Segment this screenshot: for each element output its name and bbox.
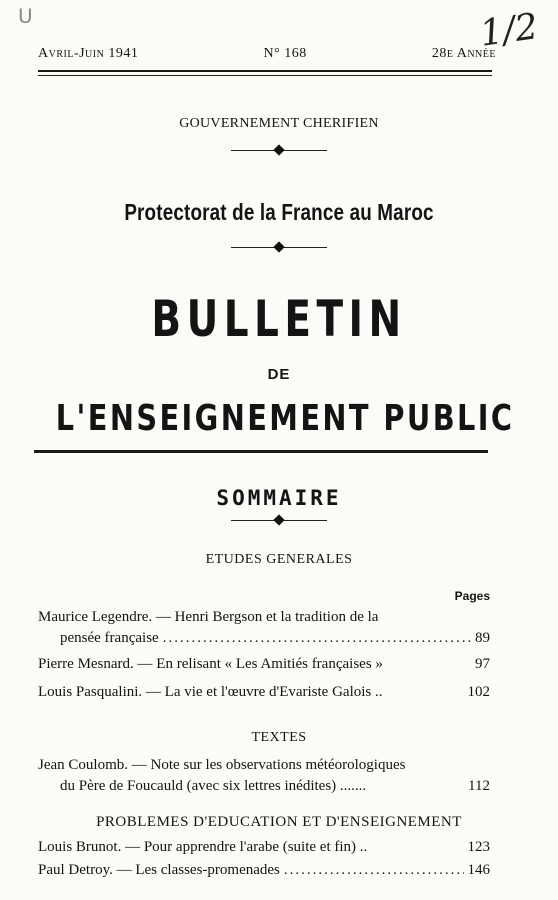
dot-leader — [159, 628, 471, 649]
pages-column-label: Pages — [454, 589, 490, 603]
toc-entry — [38, 607, 490, 649]
header-rule — [38, 70, 492, 72]
title-connector: DE — [267, 366, 291, 383]
toc-entry — [38, 755, 490, 797]
toc-entry-text: Louis Brunot. — Pour apprendre l'arabe (suite et fin) .. — [38, 839, 368, 855]
section-heading: ETUDES GENERALES — [205, 552, 353, 567]
section-heading: PROBLEMES D'EDUCATION ET D'ENSEIGNEMENT — [96, 814, 462, 830]
issue-date: Avril-Juin 1941 — [38, 46, 139, 61]
section-heading: TEXTES — [251, 730, 307, 745]
toc-page-number: 89 — [475, 630, 490, 646]
issue-year: 28e Année — [431, 46, 496, 61]
toc-entry — [38, 860, 490, 881]
toc-entry-text: Pierre Mesnard. — En relisant « Les Amitiés françaises » — [38, 656, 383, 672]
toc-entry — [38, 654, 490, 675]
handwritten-page-note: 1/2 — [477, 6, 541, 55]
toc-page-number: 146 — [467, 862, 490, 878]
toc-page-number: 123 — [467, 839, 490, 855]
government-name: GOUVERNEMENT CHERIFIEN — [179, 116, 379, 131]
title-rule — [34, 450, 488, 453]
header-rule-thin — [38, 75, 492, 76]
toc-entry — [38, 837, 490, 858]
toc-entry-text: pensée française — [60, 630, 159, 646]
toc-entry-text: Maurice Legendre. — Henri Bergson et la tradition de la — [38, 609, 379, 625]
toc-entry — [38, 682, 490, 703]
toc-entry-text: Paul Detroy. — Les classes-promenades — [38, 862, 280, 878]
dot-leader — [280, 860, 464, 881]
margin-mark: ᑌ — [18, 4, 33, 28]
toc-entry-text: du Père de Foucauld (avec six lettres inédites) ....... — [60, 778, 367, 794]
issue-header — [38, 46, 496, 62]
publication-subject: L'ENSEIGNEMENT PUBLIC — [55, 398, 515, 439]
toc-entry-text: Jean Coulomb. — Note sur les observations météorologiques — [38, 757, 406, 773]
summary-heading: SOMMAIRE — [216, 486, 342, 510]
ornament-divider — [231, 146, 327, 156]
toc-page-number: 97 — [475, 656, 490, 672]
toc-entry-text: Louis Pasqualini. — La vie et l'œuvre d'Evariste Galois .. — [38, 684, 383, 700]
issue-number: N° 168 — [263, 46, 307, 61]
ornament-divider — [231, 243, 327, 253]
ornament-divider — [231, 516, 327, 526]
protectorate-line: Protectorat de la France au Maroc — [124, 199, 434, 225]
toc-page-number: 112 — [468, 778, 490, 794]
toc-page-number: 102 — [467, 684, 490, 700]
bulletin-title: BULLETIN — [151, 290, 407, 348]
